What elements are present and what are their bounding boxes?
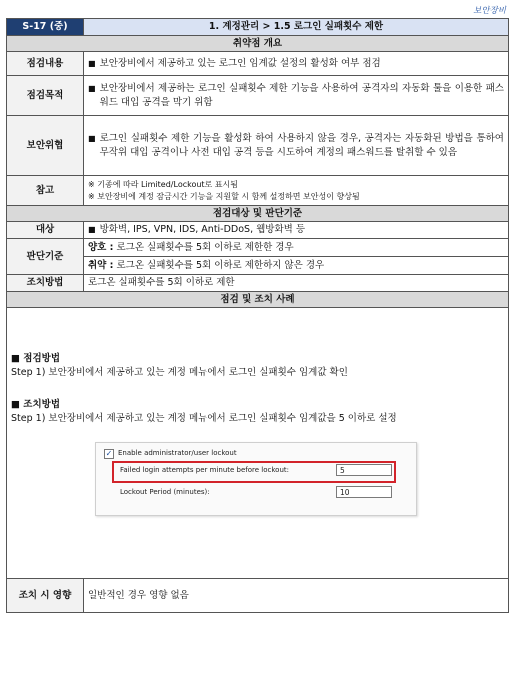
row-label: 보안위협 [7, 116, 84, 176]
lockout-checkbox[interactable]: ✓ [105, 449, 113, 458]
bullet-icon: ■ [88, 84, 96, 94]
row-value: ■ 로그인 실패횟수 제한 기능을 활성화 하여 사용하지 않을 경우, 공격자는 자동화된 방법을 통하여 무작위 대입 공격이나 사전 대입 공격 등을 시도하여 계정의 패스워드를 탈취할 수 있음 [84, 116, 509, 176]
row-reference [7, 176, 509, 206]
row-impact [7, 579, 509, 613]
method-step: Step 1) 보안장비에서 제공하고 있는 계정 메뉴에서 로그인 실패횟수 임계값 확인 [11, 367, 348, 378]
action-step: Step 1) 보안장비에서 제공하고 있는 계정 메뉴에서 로그인 실패횟수 임계값을 5 이하로 설정 [11, 413, 397, 424]
bullet-icon: ■ [88, 58, 96, 68]
weak-text: 로그온 실패횟수를 5회 이하로 제한하지 않은 경우 [116, 259, 325, 271]
good-text: 로그온 실패횟수를 5회 이하로 제한한 경우 [116, 241, 294, 253]
lockout-period-label: Lockout Period (minutes): [120, 488, 210, 496]
row-label: 판단기준 [7, 239, 84, 275]
document-category-label: 보안장비 [473, 6, 506, 16]
row-value: ■ 방화벽, IPS, VPN, IDS, Anti-DDoS, 웹방화벽 등 [84, 222, 509, 239]
row-value: ■ 보안장비에서 제공하고 있는 로그인 임계값 설정의 활성화 여부 점검 [84, 52, 509, 76]
row-value [84, 239, 509, 257]
row-label: 조치 시 영향 [7, 579, 84, 613]
lockout-settings-screenshot [95, 442, 417, 516]
item-id: S-17 (중) [7, 19, 84, 36]
section-cases: 점검 및 조치 사례 [7, 292, 509, 308]
row-check-content [7, 52, 509, 76]
reference-note: ※ 보안장비에 계정 잠금시간 기능을 지원할 시 함께 설정하면 보안성이 향상됨 [88, 191, 360, 201]
section-criteria: 점검대상 및 판단기준 [7, 206, 509, 222]
row-cases [7, 308, 509, 579]
bullet-icon: ■ [88, 225, 96, 235]
row-label: 대상 [7, 222, 84, 239]
row-threat [7, 116, 509, 176]
item-title: 1. 계정관리 > 1.5 로그인 실패횟수 제한 [84, 19, 509, 36]
row-judgement-good [7, 239, 509, 257]
bullet-icon: ■ [88, 134, 96, 144]
lockout-checkbox-label: Enable administrator/user lockout [118, 449, 237, 457]
row-value: ■ 보안장비에서 제공하는 로그인 실패횟수 제한 기능을 사용하여 공격자의 자동화 툴을 이용한 패스워드 대입 공격을 막기 위함 [84, 76, 509, 116]
section-overview: 취약점 개요 [7, 36, 509, 52]
row-target [7, 222, 509, 239]
weak-label: 취약 : [88, 259, 114, 271]
method-heading: ■ 점검방법 [11, 353, 60, 364]
row-label: 점검내용 [7, 52, 84, 76]
row-label: 조치방법 [7, 275, 84, 292]
checklist-table [6, 18, 509, 613]
row-check-purpose [7, 76, 509, 116]
action-heading: ■ 조치방법 [11, 399, 60, 410]
row-action [7, 275, 509, 292]
lockout-period-input[interactable]: 10 [336, 486, 392, 498]
good-label: 양호 : [88, 241, 114, 253]
row-label: 참고 [7, 176, 84, 206]
failed-attempts-label: Failed login attempts per minute before lockout: [120, 466, 290, 474]
row-value [84, 176, 509, 206]
header-row [7, 19, 509, 36]
row-label: 점검목적 [7, 76, 84, 116]
failed-attempts-input[interactable]: 5 [336, 464, 392, 476]
row-value: 일반적인 경우 영향 없음 [84, 579, 509, 613]
reference-note: ※ 기종에 따라 Limited/Lockout로 표시됨 [88, 179, 239, 189]
row-value: 로그온 실패횟수를 5회 이하로 제한 [84, 275, 509, 292]
row-value [84, 257, 509, 275]
cases-area [7, 308, 509, 579]
